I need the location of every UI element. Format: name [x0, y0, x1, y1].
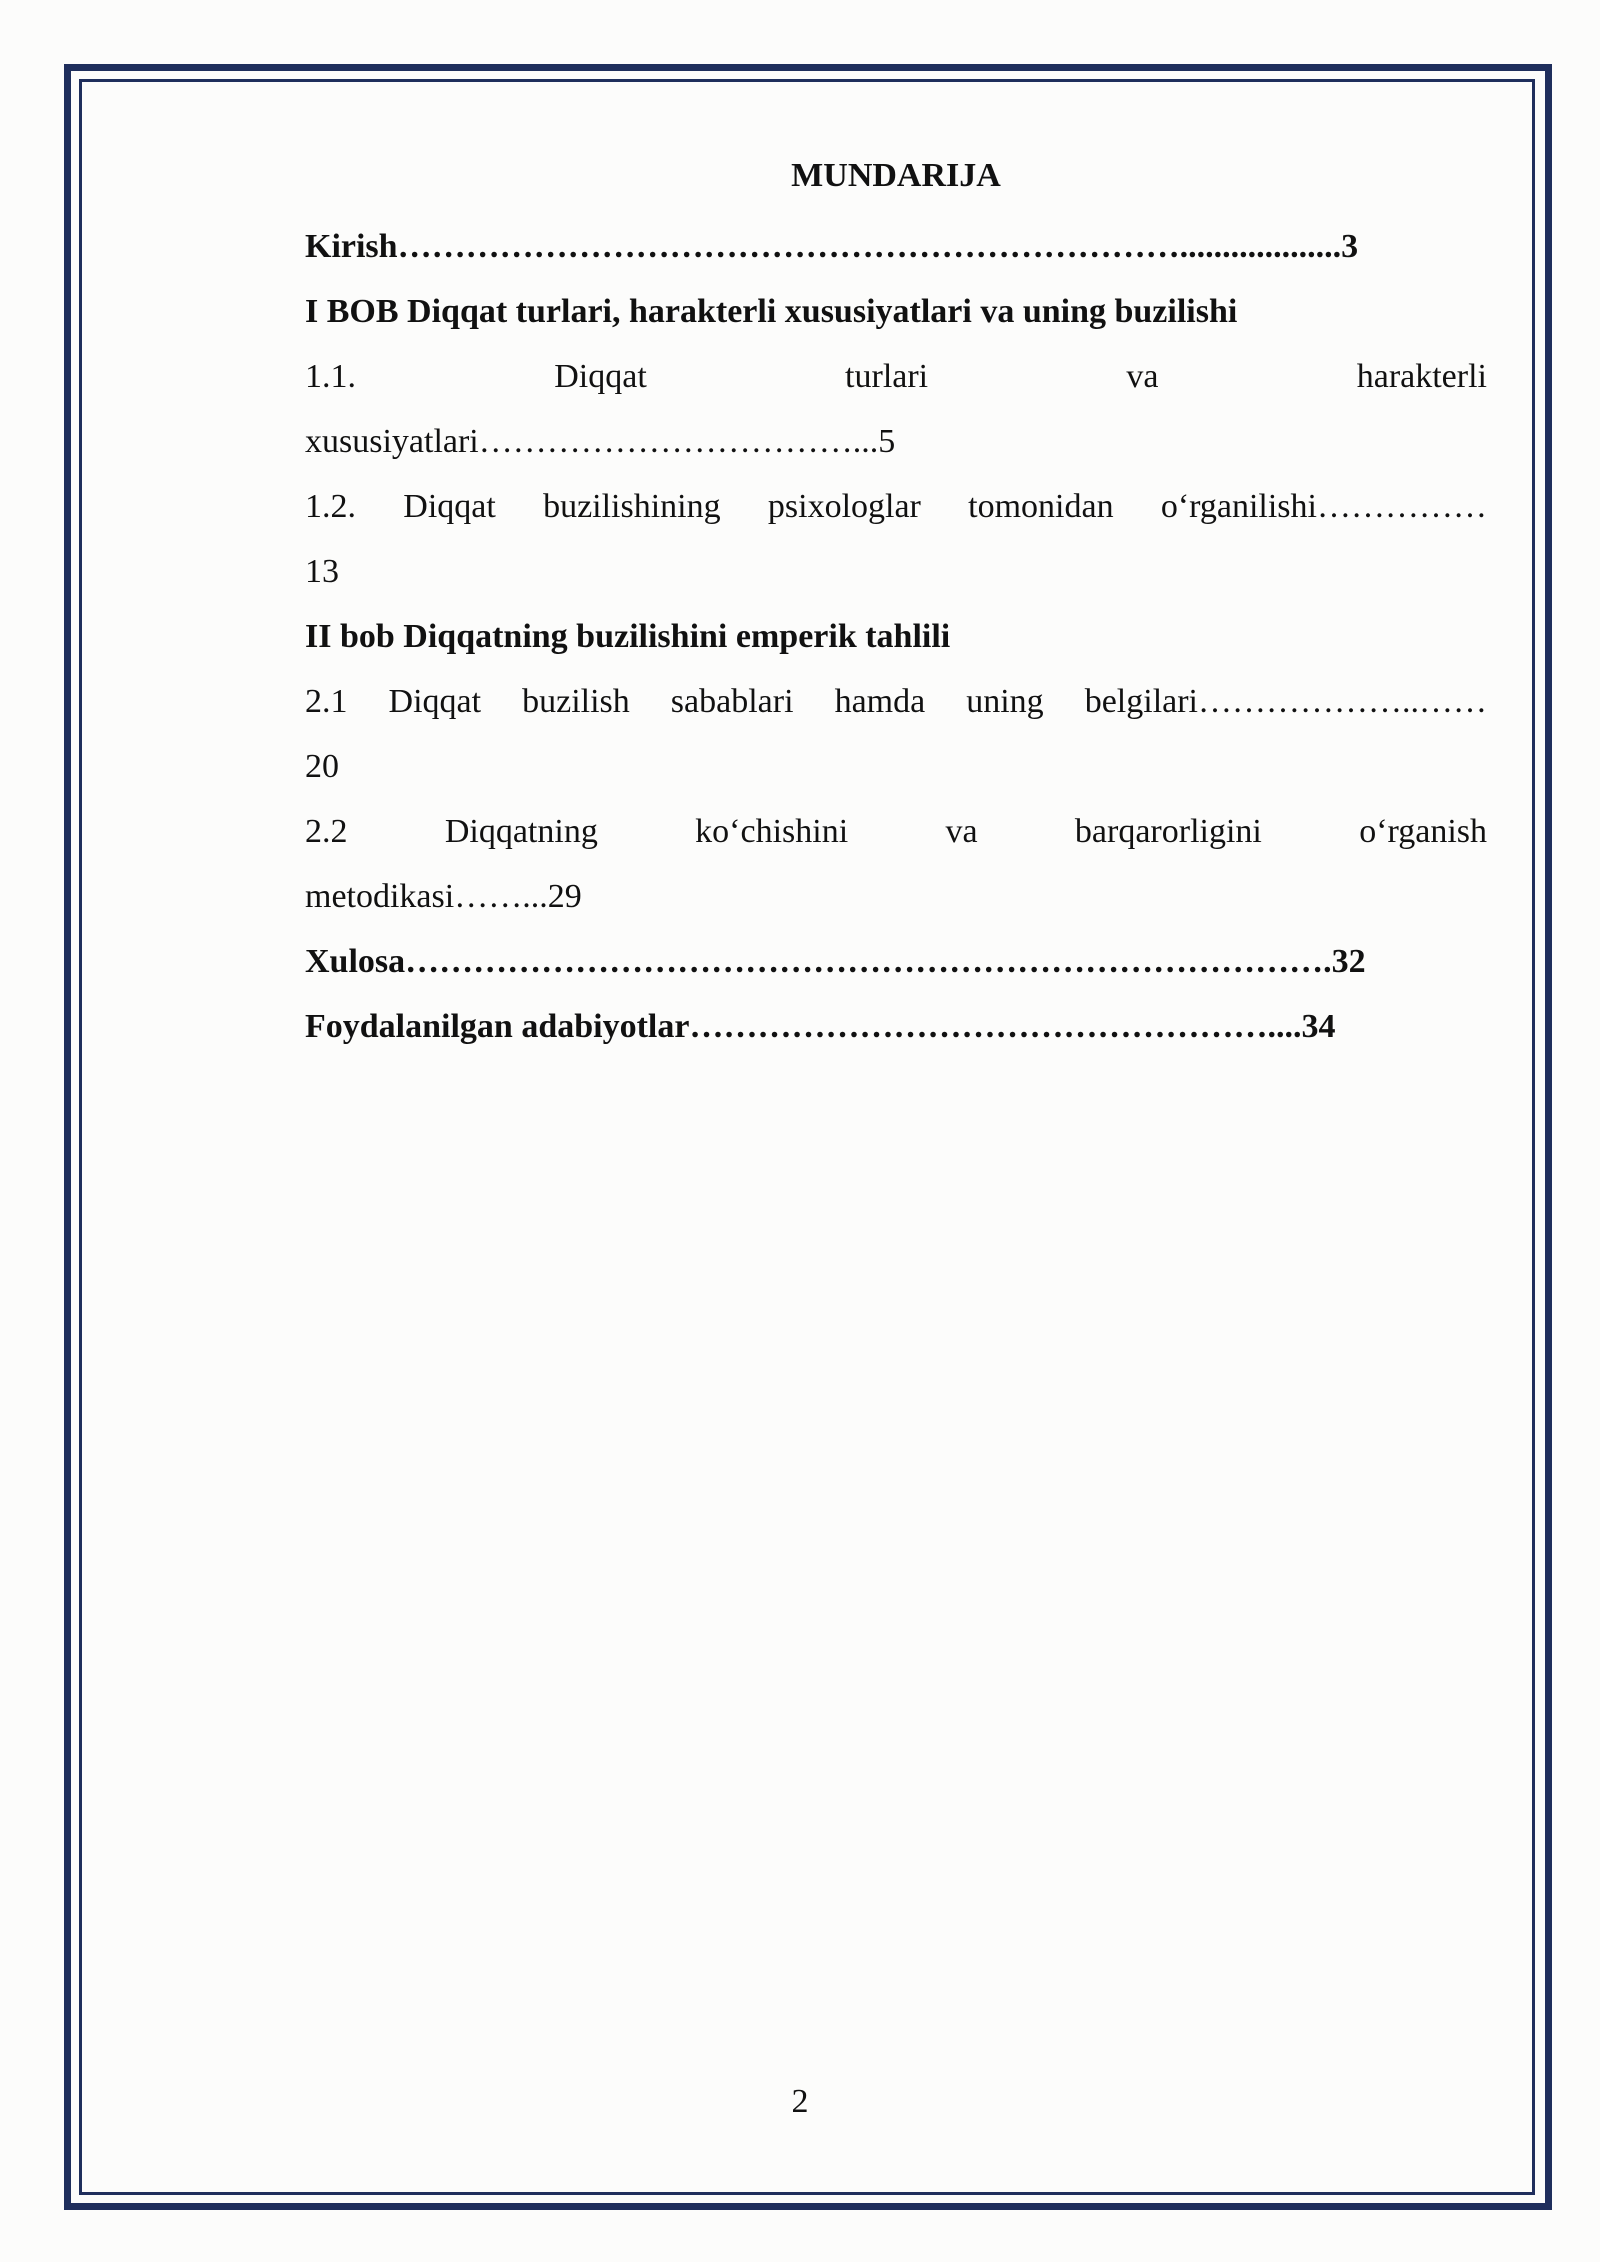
- toc-entry-xulosa: Xulosa……………………………………………………………………….32: [305, 943, 1366, 980]
- toc-entry-2-2: 2.2 Diqqatning ko‘chishini va barqarorligini o‘rganish: [305, 813, 1487, 850]
- toc-entry-2-1-page: 20: [305, 748, 339, 785]
- toc-entry-1-1-continued: xususiyatlari……………………………...5: [305, 423, 896, 460]
- toc-entry-kirish: Kirish……………………………………………………………...................3: [305, 228, 1359, 265]
- toc-chapter-1-heading: I BOB Diqqat turlari, harakterli xususiyatlari va uning buzilishi: [305, 293, 1238, 330]
- toc-chapter-2-heading: II bob Diqqatning buzilishini emperik tahlili: [305, 618, 951, 655]
- toc-entry-1-2: 1.2. Diqqat buzilishining psixologlar tomonidan o‘rganilishi……………: [305, 488, 1487, 525]
- toc-entry-1-2-page: 13: [305, 553, 339, 590]
- toc-entry-2-2-continued: metodikasi……...29: [305, 878, 582, 915]
- toc-entry-adabiyotlar: Foydalanilgan adabiyotlar……………………………………………....34: [305, 1008, 1336, 1045]
- toc-title: MUNDARIJA: [791, 157, 1001, 194]
- toc-entry-2-1: 2.1 Diqqat buzilish sabablari hamda uning belgilari………………..……: [305, 683, 1487, 720]
- page-number: 2: [791, 2083, 809, 2120]
- toc-entry-1-1: 1.1. Diqqat turlari va harakterli: [305, 358, 1487, 395]
- table-of-contents: [305, 150, 1487, 1059]
